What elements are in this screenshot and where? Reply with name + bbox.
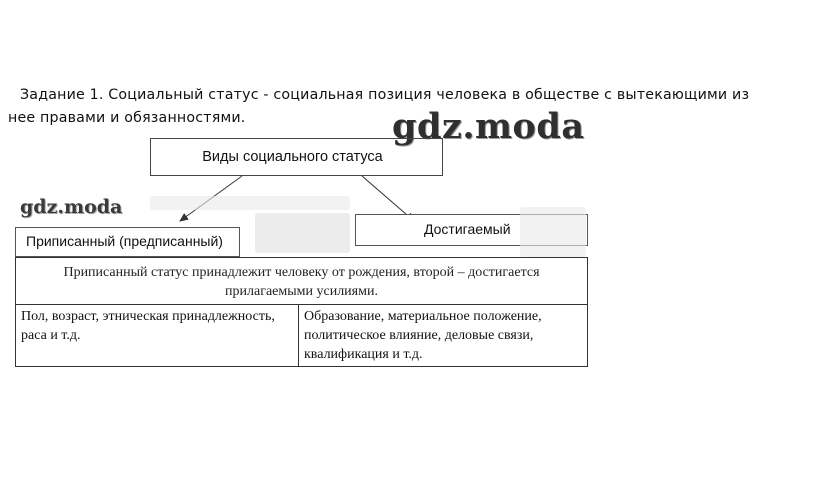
watermark-overlay [255, 213, 350, 253]
status-table [15, 257, 588, 367]
watermark-overlay [150, 196, 350, 210]
task-line-1: Задание 1. Социальный статус - социальная позиция человека в обществе с вытекающими из [20, 87, 750, 103]
ascribed-status-box [15, 227, 240, 257]
table-row [16, 258, 588, 305]
social-status-types-label: Виды социального статуса [202, 149, 383, 165]
ascribed-status-label: Приписанный (предписанный) [26, 233, 223, 249]
watermark-overlay [520, 207, 586, 257]
watermark-large: gdz.moda [392, 106, 585, 147]
table-row [16, 305, 588, 367]
task-line-2: нее правами и обязанностями. [8, 110, 246, 126]
achieved-examples: Образование, материальное положение, политическое влияние, деловые связи, квалификация и т.д. [299, 305, 588, 367]
watermark-small: gdz.moda [20, 196, 123, 218]
ascribed-examples: Пол, возраст, этническая принадлежность, раса и т.д. [16, 305, 299, 367]
achieved-status-label: Достигаемый [424, 221, 511, 237]
status-description: Приписанный статус принадлежит человеку от рождения, второй – достигается прилагаемыми усилиями. [16, 258, 588, 305]
